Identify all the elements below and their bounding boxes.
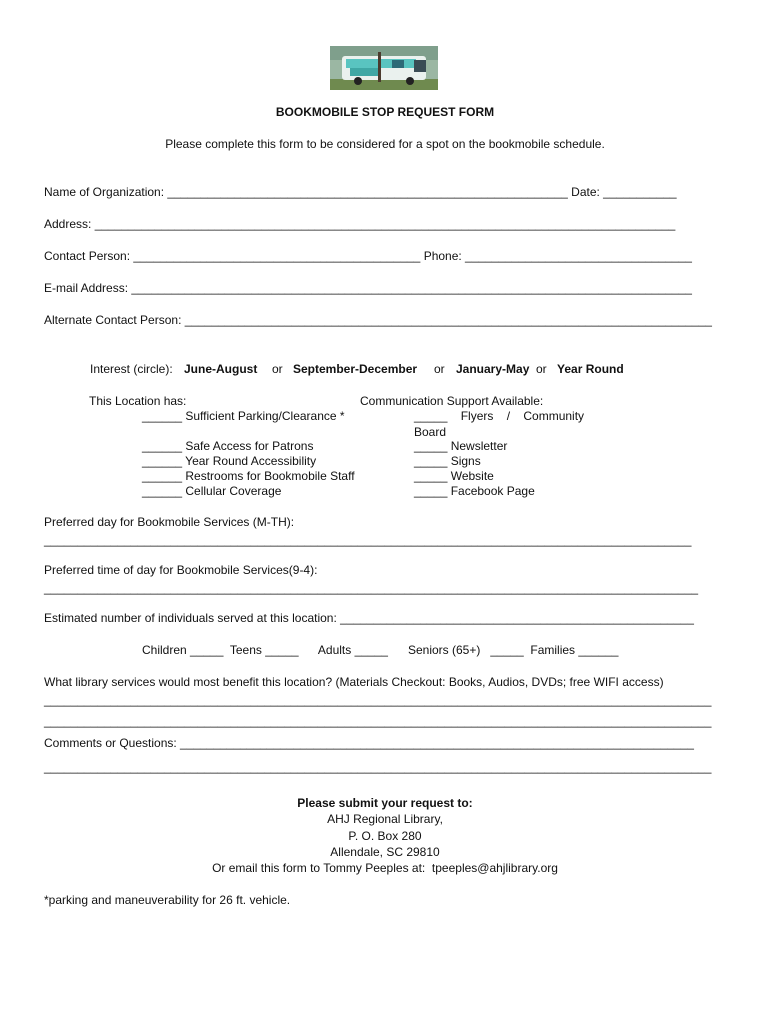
services-question: What library services would most benefit this location? (Materials Checkout: Books, Audios, DVDs; free WIFI access)	[44, 675, 664, 689]
submit-address-line: Allendale, SC 29810	[330, 845, 440, 859]
submit-address-line: AHJ Regional Library,	[327, 812, 443, 826]
footnote: *parking and maneuverability for 26 ft. vehicle.	[44, 893, 291, 907]
interest-label: Interest (circle):	[90, 362, 173, 376]
interest-option-june-august[interactable]: June-August	[184, 362, 258, 376]
location-item[interactable]: ______ Sufficient Parking/Clearance *	[142, 409, 345, 423]
bookmobile-bus-photo-icon	[330, 46, 438, 90]
interest-option-year-round[interactable]: Year Round	[557, 362, 624, 376]
location-item[interactable]: ______ Restrooms for Bookmobile Staff	[142, 469, 355, 483]
communication-heading: Communication Support Available:	[360, 394, 544, 408]
served-count-field[interactable]: Estimated number of individuals served at this location: _____________________________________________________	[44, 611, 694, 625]
communication-item[interactable]: _____ Flyers / Community	[414, 409, 585, 423]
submit-email-line: Or email this form to Tommy Peeples at: tpeeples@ahjlibrary.org	[212, 861, 558, 875]
communication-item[interactable]: _____ Facebook Page	[414, 484, 535, 498]
alternate-contact-field[interactable]: Alternate Contact Person: _______________________________________________________________________________	[44, 313, 712, 327]
form-intro: Please complete this form to be considered for a spot on the bookmobile schedule.	[165, 137, 605, 151]
comments-field[interactable]: Comments or Questions: _____________________________________________________________________________	[44, 736, 694, 750]
location-item[interactable]: ______ Safe Access for Patrons	[142, 439, 314, 453]
communication-item[interactable]: _____ Signs	[414, 454, 481, 468]
form-title: BOOKMOBILE STOP REQUEST FORM	[275, 105, 495, 119]
preferred-time-label: Preferred time of day for Bookmobile Services(9-4):	[44, 563, 318, 577]
submit-address-line: P. O. Box 280	[348, 829, 422, 843]
interest-option-january-may[interactable]: January-May	[456, 362, 530, 376]
address-field[interactable]: Address: _______________________________________________________________________________________	[44, 217, 676, 231]
location-heading: This Location has:	[89, 394, 187, 408]
interest-or: or	[434, 362, 445, 376]
email-field[interactable]: E-mail Address: ____________________________________________________________________________________	[44, 281, 692, 295]
served-groups-field[interactable]: Children _____ Teens _____ Adults _____ Seniors (65+) _____ Families ______	[142, 643, 619, 657]
interest-option-september-december[interactable]: September-December	[293, 362, 418, 376]
location-item[interactable]: ______ Cellular Coverage	[142, 484, 282, 498]
contact-field[interactable]: Contact Person: ___________________________________________ Phone: __________________________________	[44, 249, 692, 263]
submit-heading: Please submit your request to:	[297, 796, 473, 810]
comments-line[interactable]: ____________________________________________________________________________________________________	[44, 760, 712, 774]
preferred-time-field[interactable]: __________________________________________________________________________________________________	[44, 581, 699, 595]
interest-or: or	[272, 362, 283, 376]
preferred-day-label: Preferred day for Bookmobile Services (M-TH):	[44, 515, 295, 529]
preferred-day-field[interactable]: _________________________________________________________________________________________________	[44, 533, 692, 547]
interest-or: or	[536, 362, 547, 376]
communication-item: Board	[414, 425, 447, 439]
communication-item[interactable]: _____ Website	[414, 469, 494, 483]
communication-item[interactable]: _____ Newsletter	[414, 439, 508, 453]
organization-field[interactable]: Name of Organization: ____________________________________________________________ Date: ___________	[44, 185, 677, 199]
location-item[interactable]: ______ Year Round Accessibility	[142, 454, 317, 468]
services-answer-line[interactable]: ____________________________________________________________________________________________________	[44, 693, 712, 707]
services-answer-line[interactable]: ____________________________________________________________________________________________________	[44, 714, 712, 728]
